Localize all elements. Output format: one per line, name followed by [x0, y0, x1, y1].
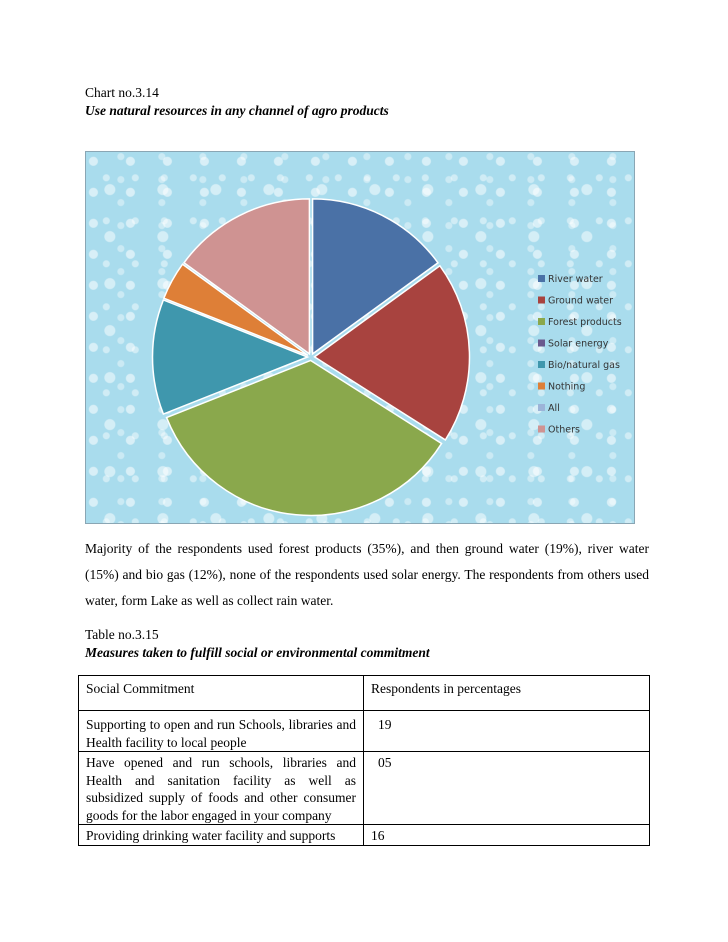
commitment-table	[78, 675, 650, 846]
legend-label: Solar energy	[548, 338, 609, 350]
analysis-paragraph: Majority of the respondents used forest products (35%), and then ground water (19%), river water (15%) and bio gas (12%), none of the respondents used solar energy. The respondents from others used water, form Lake as well as collect rain water.	[85, 541, 649, 608]
percentage-cell: 19	[364, 711, 650, 752]
table-row	[79, 752, 650, 825]
pie-chart	[85, 151, 635, 524]
chart-legend	[538, 274, 622, 436]
table-row	[79, 711, 650, 752]
pie-slices	[153, 199, 470, 516]
legend-swatch	[538, 361, 545, 368]
legend-label: All	[548, 403, 560, 414]
chart-title: Use natural resources in any channel of agro products	[85, 103, 389, 118]
table-title: Measures taken to fulfill social or environmental commitment	[85, 645, 430, 660]
table-header-row	[79, 676, 650, 711]
legend-swatch	[538, 426, 545, 433]
legend-swatch	[538, 275, 545, 282]
legend-label: Nothing	[548, 381, 586, 393]
header-respondents: Respondents in percentages	[364, 676, 650, 711]
commitment-cell: Have opened and run schools, libraries and Health and sanitation facility as well as subsidized supply of foods and other consumer goods for the labor engaged in your company	[79, 752, 364, 825]
pie-chart-svg	[86, 152, 635, 524]
legend-swatch	[538, 340, 545, 347]
chart-number: Chart no.3.14	[85, 85, 159, 100]
legend-label: River water	[548, 274, 603, 285]
legend-label: Others	[548, 424, 580, 436]
legend-swatch	[538, 383, 545, 390]
percentage-cell: 16	[364, 825, 650, 846]
legend-swatch	[538, 404, 545, 411]
legend-swatch	[538, 318, 545, 325]
legend-label: Bio/natural gas	[548, 360, 620, 371]
table-number: Table no.3.15	[85, 627, 159, 642]
legend-swatch	[538, 297, 545, 304]
header-social-commitment: Social Commitment	[79, 676, 364, 711]
commitment-cell: Supporting to open and run Schools, libraries and Health facility to local people	[79, 711, 364, 752]
commitment-cell: Providing drinking water facility and supports	[79, 825, 364, 846]
legend-label: Ground water	[548, 295, 614, 307]
percentage-cell: 05	[364, 752, 650, 825]
legend-label: Forest products	[548, 317, 622, 328]
table-row	[79, 825, 650, 846]
